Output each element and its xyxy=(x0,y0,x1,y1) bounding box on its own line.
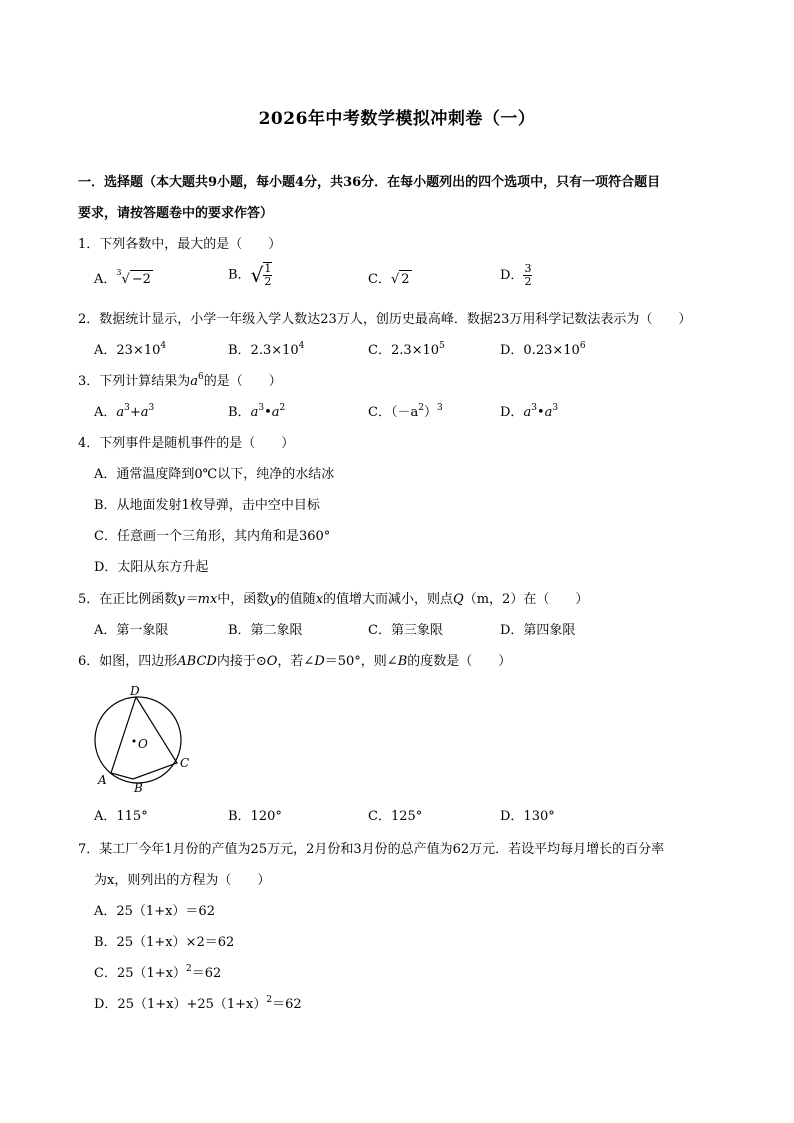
q6-stem-abcd: ABCD xyxy=(177,654,217,669)
q7-d-exp: 2 xyxy=(266,995,273,1005)
q4-stem: 4．下列事件是随机事件的是（ ） xyxy=(78,436,295,451)
q5-stem-fn: y＝mx xyxy=(177,592,218,607)
q3-a-t2: +a xyxy=(129,405,149,420)
q6-stem-mid2: ，若∠ xyxy=(277,654,315,669)
q1-a-index: 3 xyxy=(116,268,122,277)
q6-stem-post: 的度数是（ ） xyxy=(407,654,512,669)
q1-option-b xyxy=(228,262,272,288)
q4-option-d: D．太阳从东方升起 xyxy=(94,560,209,575)
q1-option-c-label: C． xyxy=(368,272,391,287)
q6-stem-mid3: ＝50°，则∠ xyxy=(324,654,398,669)
label-o: O xyxy=(138,737,148,751)
q2-c-exp: 5 xyxy=(439,341,445,351)
q7-option-d xyxy=(94,996,302,1014)
q1-option-b-fraction xyxy=(263,262,272,288)
q3-a-label: A． xyxy=(94,405,117,420)
q3-b-t2: •a xyxy=(264,405,280,420)
q7-d-post: ＝62 xyxy=(272,997,302,1012)
q2-option-c xyxy=(368,342,445,360)
label-d: D xyxy=(130,684,140,698)
q3-d-e1: 3 xyxy=(531,403,537,413)
label-b: B xyxy=(134,781,143,795)
q6-stem-d: D xyxy=(314,654,325,669)
q1-option-b-sqrt: √ xyxy=(250,263,264,287)
q4-option-b: B．从地面发射1枚导弹，击中空中目标 xyxy=(94,498,320,513)
q3-stem-var: a xyxy=(190,374,199,389)
q3-c-t1: （－a xyxy=(390,405,419,420)
q3-a-t1: a xyxy=(116,405,125,420)
q1-c-radicand: 2 xyxy=(401,272,410,287)
q5-stem-pre: 5．在正比例函数 xyxy=(78,592,178,607)
q3-d-t1: a xyxy=(523,405,532,420)
q3-c-e2: 3 xyxy=(436,403,443,413)
q2-c-text: C．2.3×10 xyxy=(368,343,440,358)
q3-option-b xyxy=(228,404,285,422)
label-a: A xyxy=(98,773,107,787)
q3-c-t2: ） xyxy=(423,405,437,420)
q7-option-a: A．25（1+x）＝62 xyxy=(94,904,215,919)
center-dot xyxy=(133,740,136,743)
q3-stem-exp: 6 xyxy=(198,372,204,382)
q5-stem-mid3: 的值增大而减小，则点 xyxy=(323,592,454,607)
q3-stem xyxy=(78,373,282,391)
q1-option-d xyxy=(500,263,532,288)
q6-stem xyxy=(78,653,511,671)
page-title: 2026年中考数学模拟冲刺卷（一） xyxy=(258,109,536,129)
q3-stem-post: 的是（ ） xyxy=(203,374,282,389)
q3-b-label: B． xyxy=(228,405,251,420)
q3-option-d xyxy=(500,404,558,422)
q1-option-a-label: A． xyxy=(94,272,117,287)
q3-c-e1: 2 xyxy=(418,403,424,413)
q5-stem xyxy=(78,591,588,609)
q5-option-c: C．第三象限 xyxy=(368,623,443,638)
q3-c-label: C． xyxy=(368,405,391,420)
q7-option-b: B．25（1+x）×2＝62 xyxy=(94,935,235,950)
q6-stem-b: B xyxy=(397,654,408,669)
q1-option-b-label: B． xyxy=(228,267,251,283)
q2-a-text: A．23×10 xyxy=(94,343,161,358)
q2-b-text: B．2.3×10 xyxy=(228,343,299,358)
q3-d-t2: •a xyxy=(536,405,553,420)
q2-d-exp: 6 xyxy=(579,341,586,351)
q6-option-a: A．115° xyxy=(94,809,148,824)
q6-stem-o: O xyxy=(266,654,278,669)
q1-option-d-label: D． xyxy=(500,268,524,283)
q5-stem-mid2: 的值随 xyxy=(276,592,316,607)
q1-stem: 1．下列各数中，最大的是（ ） xyxy=(78,237,282,252)
q5-stem-x: x xyxy=(315,592,324,607)
q6-stem-mid: 内接于⊙ xyxy=(216,654,267,669)
q1-b-denominator: 2 xyxy=(264,275,272,288)
q7-c-exp: 2 xyxy=(185,964,192,974)
q1-option-c: C．√ 2 xyxy=(368,272,410,287)
q2-option-d xyxy=(500,342,586,360)
q7-option-c xyxy=(94,965,221,983)
q2-option-b xyxy=(228,342,304,360)
section-heading-line2: 要求，请按答题卷中的要求作答） xyxy=(78,206,274,221)
q1-option-a-cuberoot: $^3$√ −2 xyxy=(116,268,151,287)
label-c: C xyxy=(180,756,190,770)
q4-option-a: A．通常温度降到0℃以下，纯净的水结冰 xyxy=(94,467,335,482)
q5-option-b: B．第二象限 xyxy=(228,623,303,638)
q1-d-denominator: 2 xyxy=(524,275,532,288)
q3-a-e1: 3 xyxy=(124,403,130,413)
q4-option-c: C．任意画一个三角形，其内角和是360° xyxy=(94,529,331,544)
q3-d-e2: 3 xyxy=(552,403,559,413)
q6-option-b: B．120° xyxy=(228,809,282,824)
q3-option-c xyxy=(368,404,443,422)
q2-d-text: D．0.23×10 xyxy=(500,343,580,358)
q3-b-t1: a xyxy=(250,405,259,420)
q5-stem-mid1: 中，函数 xyxy=(217,592,270,607)
q6-option-d: D．130° xyxy=(500,809,555,824)
q5-option-a: A．第一象限 xyxy=(94,623,169,638)
q3-a-e2: 3 xyxy=(148,403,155,413)
q2-b-exp: 4 xyxy=(298,341,305,351)
q2-option-a xyxy=(94,342,166,360)
q3-d-label: D． xyxy=(500,405,524,420)
q5-option-d: D．第四象限 xyxy=(500,623,576,638)
q7-c-post: ＝62 xyxy=(191,966,222,981)
q7-stem-line1: 7．某工厂今年1月份的产值为25万元，2月份和3月份的总产值为62万元．若设平均每月增长的百分率 xyxy=(78,842,665,857)
q3-b-e2: 2 xyxy=(279,403,286,413)
circle-quadrilateral-figure xyxy=(86,680,196,798)
q1-b-numerator: 1 xyxy=(264,262,272,275)
q1-option-d-fraction xyxy=(523,263,532,288)
q1-d-numerator: 3 xyxy=(524,262,532,275)
q2-a-exp: 4 xyxy=(160,341,167,351)
q6-stem-pre: 6．如图，四边形 xyxy=(78,654,178,669)
q3-b-e1: 3 xyxy=(258,403,265,413)
q3-stem-pre: 3．下列计算结果为 xyxy=(78,374,191,389)
section-heading-line1: 一．选择题（本大题共9小题，每小题4分，共36分．在每小题列出的四个选项中，只有一项符合题目 xyxy=(78,175,661,190)
q5-stem-post: （m，2）在（ ） xyxy=(463,592,589,607)
q2-stem: 2．数据统计显示，小学一年级入学人数达23万人，创历史最高峰．数据23万用科学记数法表示为（ ） xyxy=(78,312,692,327)
q5-stem-q: Q xyxy=(453,592,464,607)
q7-stem-line2: 为x，则列出的方程为（ ） xyxy=(94,873,271,888)
q6-option-c: C．125° xyxy=(368,809,423,824)
q7-d-pre: D．25（1+x）+25（1+x） xyxy=(94,997,267,1012)
q5-stem-y: y xyxy=(269,592,277,607)
q3-option-a xyxy=(94,404,154,422)
q1-option-a xyxy=(94,270,153,289)
q7-c-pre: C．25（1+x） xyxy=(94,966,186,981)
q1-a-radicand: −2 xyxy=(131,272,151,287)
